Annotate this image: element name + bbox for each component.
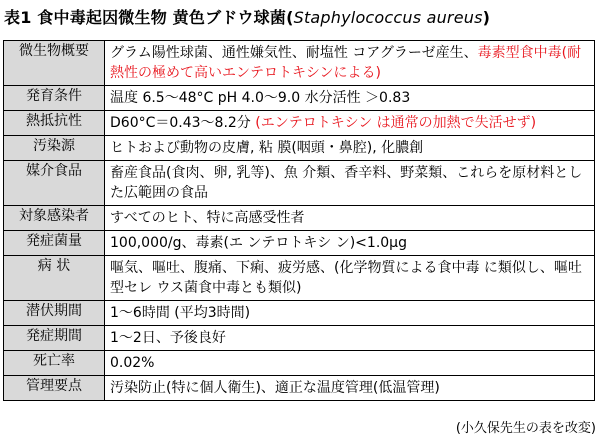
- row-value-incubation: [105, 301, 595, 326]
- row-value-overview: [105, 41, 595, 86]
- table-row: [4, 231, 595, 256]
- table-row: [4, 206, 595, 231]
- value-text: 1〜6時間 (平均3時間): [110, 305, 251, 321]
- microbe-info-table: [3, 40, 595, 401]
- value-text: 汚染防止(特に個人衛生)、適正な温度管理(低温管理): [110, 380, 440, 396]
- row-label-duration: 発症期間: [4, 326, 105, 351]
- title-scientific-name: Staphylococcus aureus: [293, 8, 483, 27]
- row-label-infective-dose: 発症菌量: [4, 231, 105, 256]
- row-label-heat-resistance: 熱抵抗性: [4, 111, 105, 136]
- row-label-contamination-source: 汚染源: [4, 136, 105, 161]
- table-row: [4, 326, 595, 351]
- row-value-contamination-source: [105, 136, 595, 161]
- row-label-vehicle-foods: 媒介食品: [4, 161, 105, 206]
- title-close-paren: ): [482, 8, 491, 27]
- row-label-mortality: 死亡率: [4, 351, 105, 376]
- table-row: [4, 136, 595, 161]
- value-text: ヒトおよび動物の皮膚, 粘 膜(咽頭・鼻腔), 化膿創: [110, 140, 424, 156]
- table-row: [4, 111, 595, 136]
- value-text: 0.02%: [110, 355, 155, 371]
- title-main: 表1 食中毒起因微生物 黄色ブドウ球菌(: [4, 8, 294, 27]
- row-value-duration: [105, 326, 595, 351]
- row-value-infective-dose: [105, 231, 595, 256]
- row-value-heat-resistance: [105, 111, 595, 136]
- value-highlight-text: 毒素型食中毒(耐熱性の極めて高いエンテロトキシンによる): [110, 45, 582, 81]
- table-row: [4, 351, 595, 376]
- value-text: グラム陽性球菌、通性嫌気性、耐塩性 コアグラーゼ産生、: [110, 45, 478, 61]
- value-text: 嘔気、嘔吐、腹痛、下痢、疲労感、(化学物質による食中毒 に類似し、嘔吐型セレ ウス菌食中毒とも類似): [110, 260, 582, 296]
- value-text: すべてのヒト、特に高感受性者: [110, 210, 305, 226]
- row-label-control-points: 管理要点: [4, 376, 105, 401]
- value-text: 畜産食品(食肉、卵, 乳等)、魚 介類、香辛料、野菜類、これらを原材料とした広範囲の食品: [110, 165, 583, 201]
- value-highlight-text: (エンテロトキシン は通常の加熱で失活せず): [255, 115, 537, 131]
- table-row: [4, 256, 595, 301]
- value-text: D60°C＝0.43〜8.2分: [110, 115, 256, 131]
- value-text: 温度 6.5〜48°C pH 4.0〜9.0 水分活性 ＞0.83: [110, 90, 411, 106]
- row-label-target-population: 対象感染者: [4, 206, 105, 231]
- table-row: [4, 86, 595, 111]
- row-value-mortality: [105, 351, 595, 376]
- row-value-vehicle-foods: [105, 161, 595, 206]
- table-row: [4, 161, 595, 206]
- table-row: [4, 376, 595, 401]
- source-footnote: (小久保先生の表を改変): [455, 421, 596, 436]
- row-value-growth: [105, 86, 595, 111]
- row-label-symptoms: 病 状: [4, 256, 105, 301]
- row-value-target-population: [105, 206, 595, 231]
- table-row: [4, 301, 595, 326]
- table-title: [4, 5, 490, 28]
- table-row: [4, 41, 595, 86]
- row-label-incubation: 潜伏期間: [4, 301, 105, 326]
- row-label-overview: 微生物概要: [4, 41, 105, 86]
- row-value-symptoms: [105, 256, 595, 301]
- value-text: 1〜2日、予後良好: [110, 330, 226, 346]
- value-text: 100,000/g、毒素(エ ンテロトキシ ン)<1.0μg: [110, 235, 407, 251]
- row-label-growth: 発育条件: [4, 86, 105, 111]
- row-value-control-points: [105, 376, 595, 401]
